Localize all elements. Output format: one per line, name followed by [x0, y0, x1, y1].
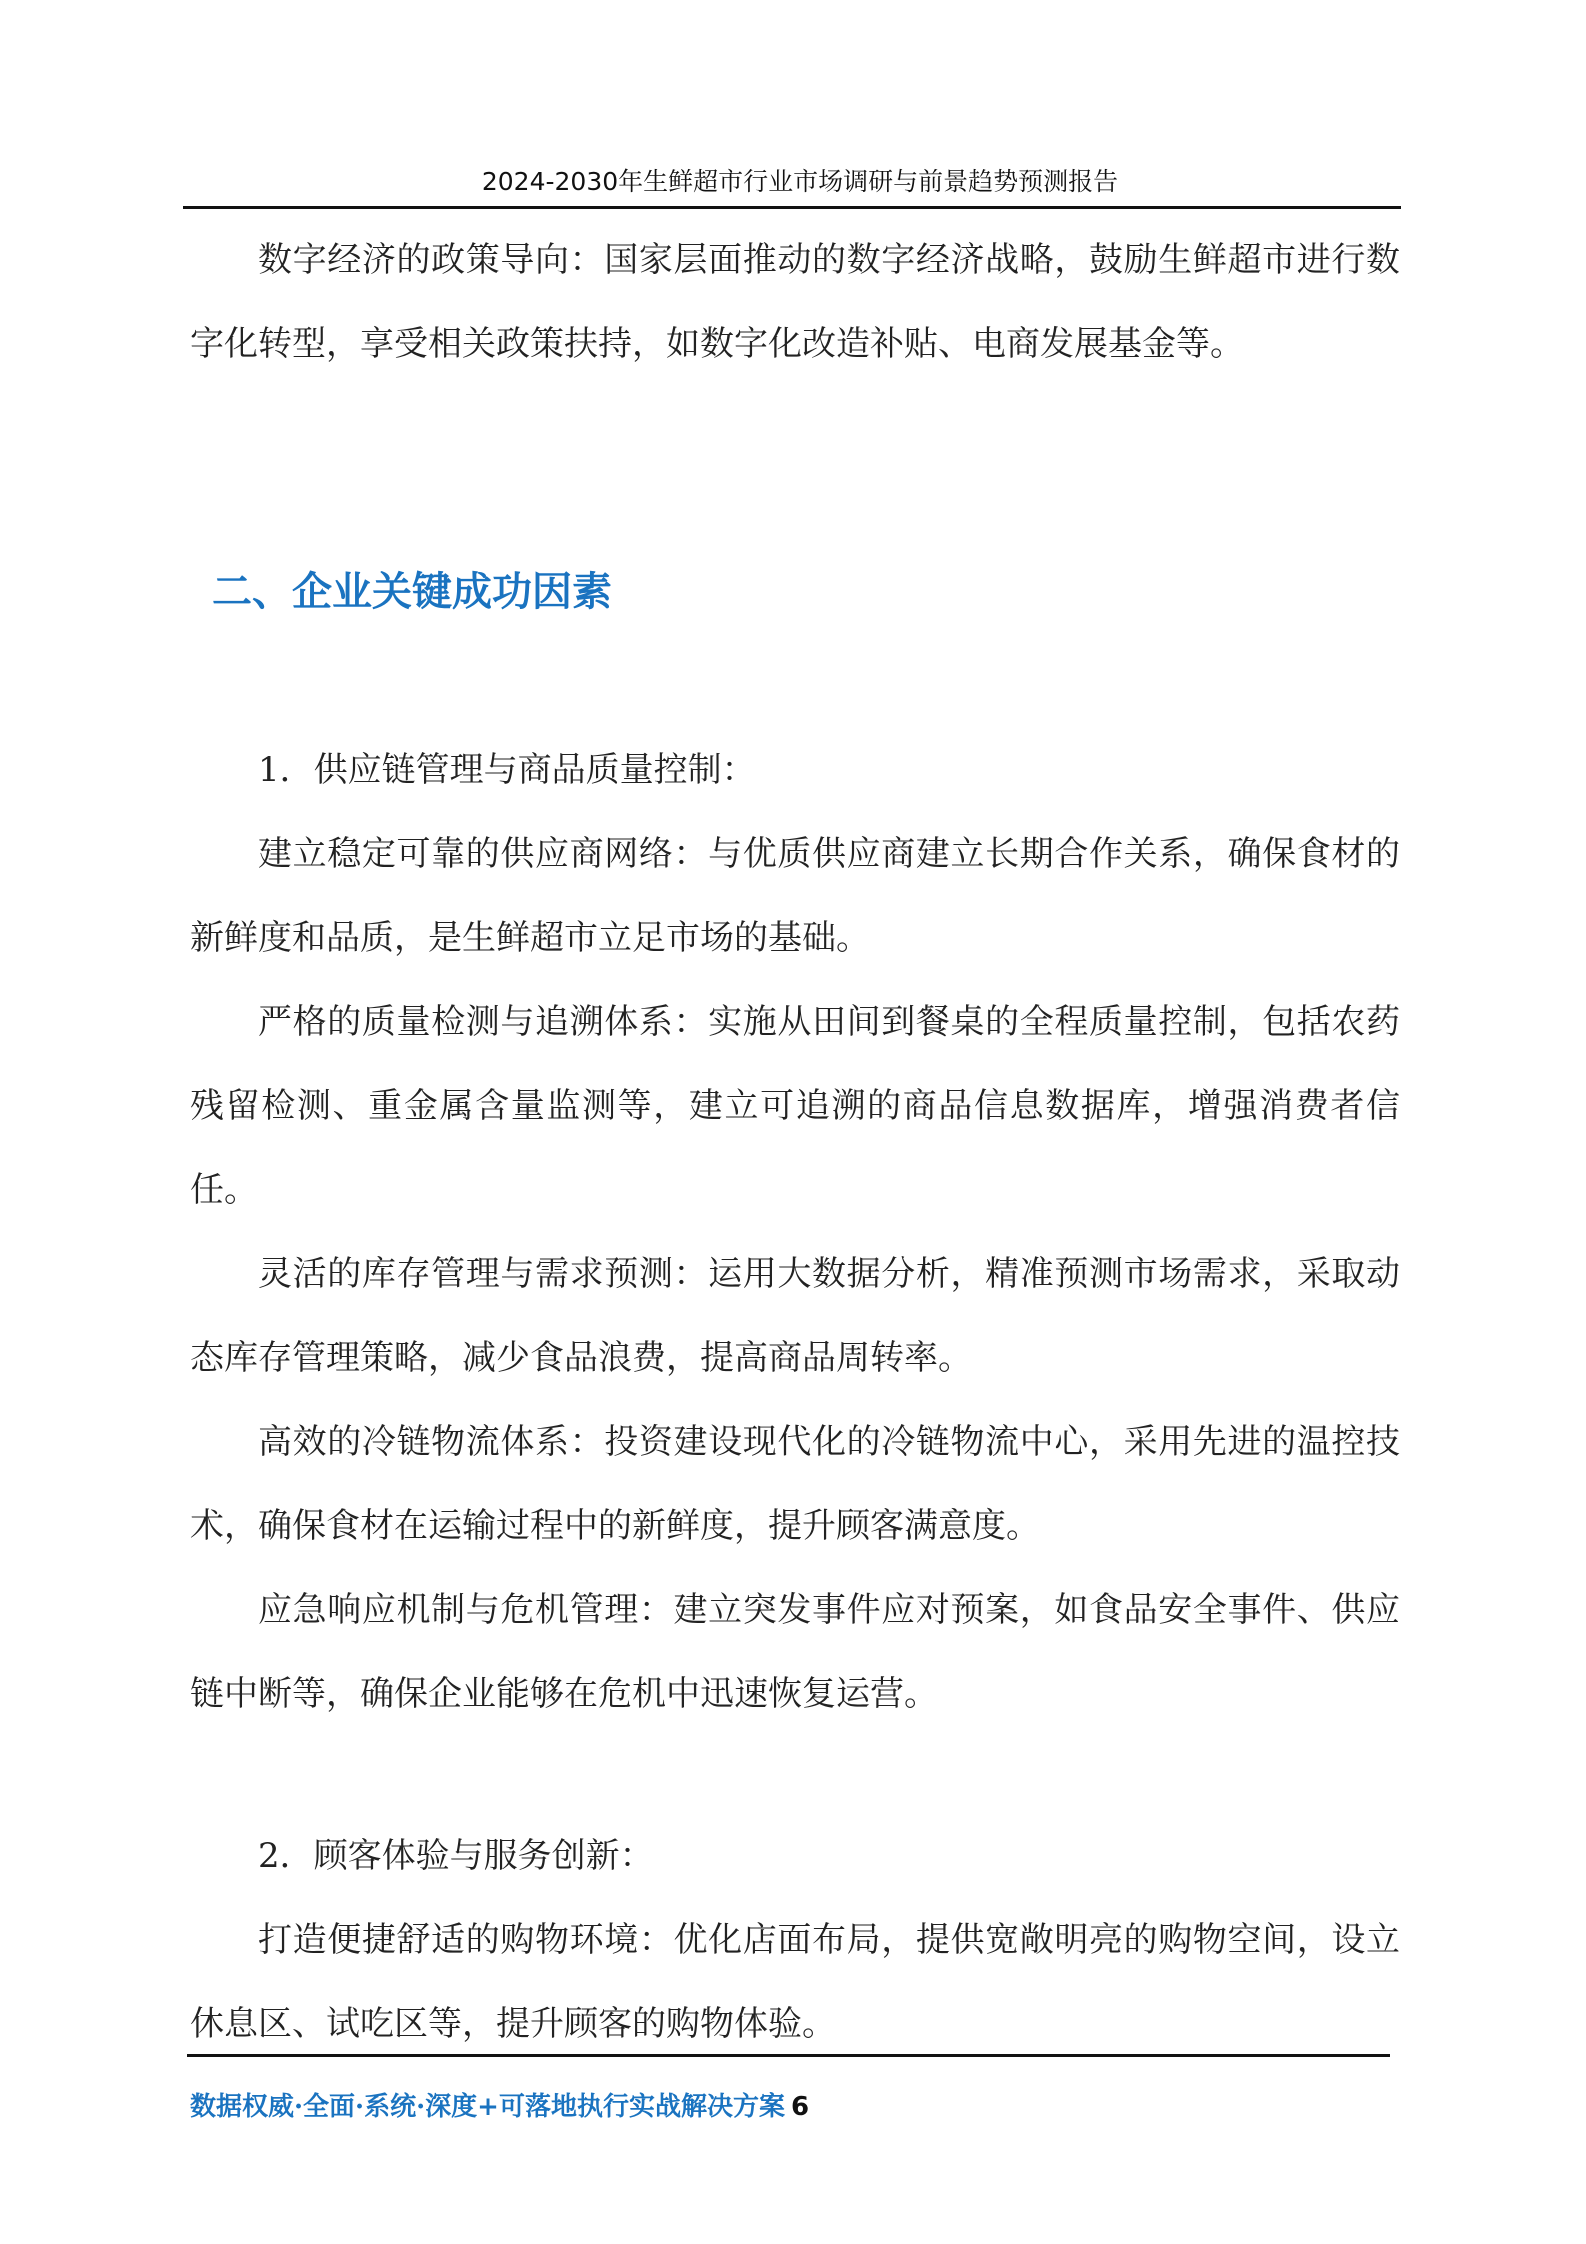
paragraph: 数字经济的政策导向：国家层面推动的数字经济战略，鼓励生鲜超市进行数字化转型，享受相关政策扶持，如数字化改造补贴、电商发展基金等。 — [190, 240, 1400, 364]
page-footer — [190, 2086, 809, 2123]
header-divider — [183, 206, 1401, 209]
paragraph: 高效的冷链物流体系：投资建设现代化的冷链物流中心，采用先进的温控技术，确保食材在运输过程中的新鲜度，提升顾客满意度。 — [190, 1422, 1400, 1546]
subsection-1 — [190, 728, 1400, 1736]
paragraph: 灵活的库存管理与需求预测：运用大数据分析，精准预测市场需求，采取动态库存管理策略，减少食品浪费，提高商品周转率。 — [190, 1254, 1400, 1378]
intro-block — [190, 218, 1400, 386]
paragraph: 应急响应机制与危机管理：建立突发事件应对预案，如食品安全事件、供应链中断等，确保企业能够在危机中迅速恢复运营。 — [190, 1590, 1400, 1714]
footer-divider — [187, 2054, 1390, 2057]
paragraph: 建立稳定可靠的供应商网络：与优质供应商建立长期合作关系，确保食材的新鲜度和品质，是生鲜超市立足市场的基础。 — [190, 834, 1400, 958]
subsection-2 — [190, 1814, 1400, 2066]
footer-slogan: 数据权威·全面·系统·深度+可落地执行实战解决方案 — [190, 2092, 785, 2122]
report-header-title: 2024-2030年生鲜超市行业市场调研与前景趋势预测报告 — [481, 167, 1119, 196]
subsection-heading: 1．供应链管理与商品质量控制： — [258, 750, 756, 790]
section-heading: 二、企业关键成功因素 — [212, 569, 612, 615]
page-number: 6 — [790, 2092, 810, 2122]
paragraph: 打造便捷舒适的购物环境：优化店面布局，提供宽敞明亮的购物空间，设立休息区、试吃区等，提升顾客的购物体验。 — [190, 1920, 1400, 2044]
subsection-heading: 2．顾客体验与服务创新： — [258, 1836, 654, 1876]
paragraph: 严格的质量检测与追溯体系：实施从田间到餐桌的全程质量控制，包括农药残留检测、重金属含量监测等，建立可追溯的商品信息数据库，增强消费者信任。 — [190, 1002, 1400, 1210]
